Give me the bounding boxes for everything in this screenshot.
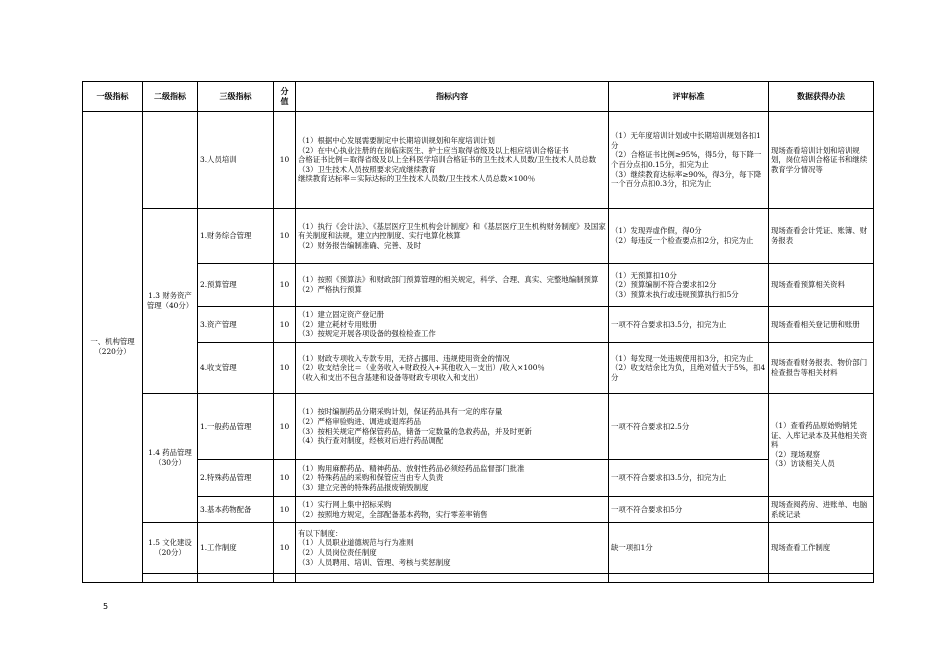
row-method: 现场查看预算相关资料 (769, 264, 874, 307)
level1-cell: 一、机构管理（220分） (83, 112, 143, 583)
row-method: 现场查阅药房、进账单、电脑系统记录 (769, 497, 874, 523)
row-criteria: （1）每发现一处违规使用扣3分，扣完为止 （2）收支结余比为负，且绝对值大于5%，扣4分 (609, 343, 769, 394)
level2-cell-empty (143, 112, 198, 209)
row-criteria: （1）发现弄虚作假，得0分 （2）每违反一个检查要点扣2分，扣完为止 (609, 209, 769, 264)
table-row (83, 307, 874, 343)
table-row (83, 460, 874, 497)
table-row (83, 574, 874, 583)
row-content: （1）根据中心发展需要制定中长期培训规划和年度培训计划 （2）在中心执业注册的在岗临床医生、护士应当取得省级及以上相应培训合格证书 合格证书比例＝取得省级及以上全科医学培训合格证书的卫生技术人员数/卫生技术人员总数 （3）卫生技术人员按照要求完成继续教育 继续教育达标率＝实际达标的卫生技术人员数/卫生技术人员总数×100％ (296, 112, 609, 209)
row-name: 1.工作制度 (198, 523, 274, 574)
table-row (83, 112, 874, 209)
row-method: 现场查看培训计划和培训规划，岗位培训合格证书和继续教育学分情况等 (769, 112, 874, 209)
indicator-table (82, 81, 874, 583)
table-row (83, 394, 874, 460)
row-method: （1）查看药品原始购销凭证、入库记录本及其他相关资料 （2）现场观察 （3）访谈相关人员 (769, 394, 874, 497)
empty-cell (296, 574, 609, 583)
row-content: （1）执行《会计法》、《基层医疗卫生机构会计制度》和《基层医疗卫生机构财务制度》及国家有关制度和法规，建立内控制度、实行电算化核算 （2）财务报告编制准确、完善、及时 (296, 209, 609, 264)
header-score: 分 值 (274, 82, 296, 112)
level2-cell: 1.4 药品管理（30分） (143, 394, 198, 523)
row-method: 现场查看财务报表、物价部门检查报告等相关材料 (769, 343, 874, 394)
row-score: 10 (274, 394, 296, 460)
row-content: （1）按时编制药品分期采购计划，保证药品具有一定的库存量 （2）严格审验购进、调进或退库药品 （3）按相关规定严格保管药品，储备一定数量的急救药品，并及时更新 （4）执行查对制度，经核对后进行药品调配 (296, 394, 609, 460)
row-criteria: 一项不符合要求扣2.5分 (609, 394, 769, 460)
header-level1: 一级指标 (83, 82, 143, 112)
row-content: （1）建立固定资产登记册 （2）建立耗材专用账册 （3）按规定开展各项设备的强检检查工作 (296, 307, 609, 343)
table-row (83, 264, 874, 307)
row-criteria: 一项不符合要求扣3.5分，扣完为止 (609, 460, 769, 497)
row-score: 10 (274, 112, 296, 209)
row-name: 1.一般药品管理 (198, 394, 274, 460)
empty-cell (609, 574, 769, 583)
row-method: 现场查看会计凭证、账簿、财务报表 (769, 209, 874, 264)
table-row (83, 497, 874, 523)
indicator-table-container (82, 81, 873, 583)
row-name: 1.财务综合管理 (198, 209, 274, 264)
row-name: 3.基本药物配备 (198, 497, 274, 523)
row-content: （1）实行网上集中招标采购 （2）按照地方规定，全部配备基本药物，实行零差率销售 (296, 497, 609, 523)
row-criteria: （1）无预算扣10分 （2）预算编制不符合要求扣2分 （3）预算未执行或违规预算执行扣5分 (609, 264, 769, 307)
empty-cell (198, 574, 274, 583)
row-criteria: 缺一项扣1分 (609, 523, 769, 574)
row-name: 3.人员培训 (198, 112, 274, 209)
header-content: 指标内容 (296, 82, 609, 112)
row-criteria: 一项不符合要求扣5分 (609, 497, 769, 523)
row-method: 现场查看相关登记册和账册 (769, 307, 874, 343)
header-level2: 二级指标 (143, 82, 198, 112)
row-content: （1）财政专项收入专款专用，无挤占挪用、违规使用资金的情况 （2）收支结余比＝（业务收入+财政投入+其他收入－支出）/收入×100％ （收入和支出不包含基建和设备等财政专项收入和支出） (296, 343, 609, 394)
header-level3: 三级指标 (198, 82, 274, 112)
row-content: 有以下制度： （1）人员职业道德规范与行为准则 （2）人员岗位责任制度 （3）人员聘用、培训、管理、考核与奖惩制度 (296, 523, 609, 574)
table-row (83, 209, 874, 264)
row-criteria: 一项不符合要求扣3.5分，扣完为止 (609, 307, 769, 343)
row-name: 2.特殊药品管理 (198, 460, 274, 497)
row-name: 4.收支管理 (198, 343, 274, 394)
level2-cell: 1.3 财务资产管理（40分） (143, 209, 198, 394)
table-header-row (83, 82, 874, 112)
page-number: 5 (103, 602, 109, 611)
header-criteria: 评审标准 (609, 82, 769, 112)
row-score: 10 (274, 209, 296, 264)
empty-cell (143, 574, 198, 583)
row-score: 10 (274, 497, 296, 523)
row-score: 10 (274, 460, 296, 497)
empty-cell (769, 574, 874, 583)
row-content: （1）购用麻醉药品、精神药品、放射性药品必须经药品监督部门批准 （2）特殊药品的采购和保管应当由专人负责 （3）建立完善的特殊药品报废销毁制度 (296, 460, 609, 497)
row-score: 10 (274, 264, 296, 307)
header-method: 数据获得办法 (769, 82, 874, 112)
row-score: 10 (274, 523, 296, 574)
row-content: （1）按照《预算法》和财政部门预算管理的相关规定，科学、合理、真实、完整地编制预算 （2）严格执行预算 (296, 264, 609, 307)
row-name: 2.预算管理 (198, 264, 274, 307)
row-method: 现场查看工作制度 (769, 523, 874, 574)
table-row (83, 343, 874, 394)
row-score: 10 (274, 343, 296, 394)
level2-cell: 1.5 文化建设（20分） (143, 523, 198, 574)
row-criteria: （1）无年度培训计划或中长期培训规划各扣1分 （2）合格证书比例≥95%，得5分，每下降一个百分点扣0.15分，扣完为止 （3）继续教育达标率≥90%，得3分，每下降一个百分点扣0.3分，扣完为止 (609, 112, 769, 209)
table-row (83, 523, 874, 574)
row-score: 10 (274, 307, 296, 343)
empty-cell (274, 574, 296, 583)
row-name: 3.资产管理 (198, 307, 274, 343)
